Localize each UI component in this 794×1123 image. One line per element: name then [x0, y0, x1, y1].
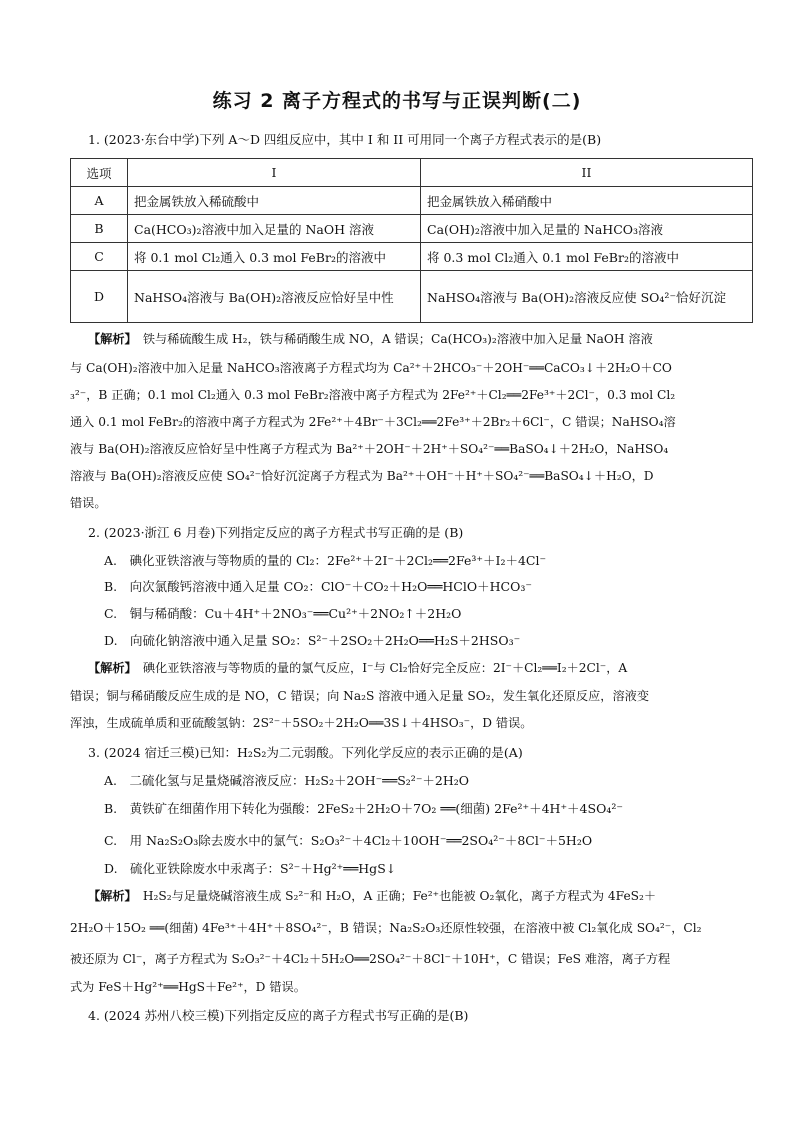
question-3-option-d: D. 硫化亚铁除废水中汞离子：S²⁻＋Hg²⁺══HgS↓	[104, 861, 397, 876]
table-row	[71, 215, 753, 243]
question-3-option-b: B. 黄铁矿在细菌作用下转化为强酸：2FeS₂＋2H₂O＋7O₂ ══(细菌) 2Fe²⁺＋4H⁺＋4SO₄²⁻	[104, 801, 623, 816]
question-1-table	[70, 158, 753, 323]
header-i: I	[128, 159, 421, 187]
question-3-option-a: A. 二硫化氢与足量烧碱溶液反应：H₂S₂＋2OH⁻══S₂²⁻＋2H₂O	[104, 773, 470, 788]
question-2-option-b: B. 向次氯酸钙溶液中通入足量 CO₂：ClO⁻＋CO₂＋H₂O══HClO＋HCO₃⁻	[104, 579, 532, 594]
analysis-line: 液与 Ba(OH)₂溶液反应恰好呈中性离子方程式为 Ba²⁺＋2OH⁻＋2H⁺＋SO₄²⁻══BaSO₄↓＋2H₂O，NaHSO₄	[70, 442, 669, 456]
table-header-row	[71, 159, 753, 187]
analysis-label: 【解析】	[88, 332, 131, 346]
question-3-stem: 3. (2024 宿迁三模)已知：H₂S₂为二元弱酸。下列化学反应的表示正确的是(A)	[88, 745, 523, 760]
question-2-option-d: D. 向硫化钠溶液中通入足量 SO₂：S²⁻＋2SO₂＋2H₂O══H₂S＋2HSO₃⁻	[104, 633, 521, 648]
analysis-label: 【解析】	[88, 661, 131, 675]
row-cell-i: NaHSO₄溶液与 Ba(OH)₂溶液反应恰好呈中性	[128, 271, 421, 323]
header-ii: II	[421, 159, 753, 187]
table-row	[71, 271, 753, 323]
analysis-line: 【解析】 碘化亚铁溶液与等物质的量的氯气反应，I⁻与 Cl₂恰好完全反应：2I⁻＋Cl₂══I₂＋2Cl⁻，A	[88, 661, 628, 675]
row-cell-ii: 把金属铁放入稀硝酸中	[421, 187, 753, 215]
row-cell-i: 把金属铁放入稀硫酸中	[128, 187, 421, 215]
question-2-option-c: C. 铜与稀硝酸：Cu＋4H⁺＋2NO₃⁻══Cu²⁺＋2NO₂↑＋2H₂O	[104, 606, 462, 621]
table-row	[71, 187, 753, 215]
analysis-line: 被还原为 Cl⁻，离子方程式为 S₂O₃²⁻＋4Cl₂＋5H₂O══2SO₄²⁻＋8Cl⁻＋10H⁺，C 错误；FeS 难溶，离子方程	[70, 952, 671, 966]
question-2-stem: 2. (2023·浙江 6 月卷)下列指定反应的离子方程式书写正确的是 (B)	[88, 525, 464, 540]
row-option: D	[71, 271, 128, 323]
row-option: A	[71, 187, 128, 215]
question-1-stem: 1. (2023·东台中学)下列 A～D 四组反应中，其中 I 和 II 可用同一个离子方程式表示的是(B)	[88, 132, 602, 147]
row-option: B	[71, 215, 128, 243]
analysis-line: 错误。	[70, 496, 107, 510]
analysis-line: 2H₂O＋15O₂ ══(细菌) 4Fe³⁺＋4H⁺＋8SO₄²⁻，B 错误；Na₂S₂O₃还原性较强，在溶液中被 Cl₂氧化成 SO₄²⁻，Cl₂	[70, 921, 702, 935]
table-row	[71, 243, 753, 271]
analysis-line: 通入 0.1 mol FeBr₂的溶液中离子方程式为 2Fe²⁺＋4Br⁻＋3Cl₂══2Fe³⁺＋2Br₂＋6Cl⁻，C 错误；NaHSO₄溶	[70, 415, 676, 429]
row-option: C	[71, 243, 128, 271]
analysis-line: 【解析】 H₂S₂与足量烧碱溶液生成 S₂²⁻和 H₂O，A 正确；Fe²⁺也能被 O₂氧化，离子方程式为 4FeS₂＋	[88, 889, 657, 903]
analysis-label: 【解析】	[88, 889, 131, 903]
header-option: 选项	[71, 159, 128, 187]
analysis-line: 浑浊，生成硫单质和亚硫酸氢钠：2S²⁻＋5SO₂＋2H₂O══3S↓＋4HSO₃⁻，D 错误。	[70, 716, 533, 730]
question-4-stem: 4. (2024 苏州八校三模)下列指定反应的离子方程式书写正确的是(B)	[88, 1008, 469, 1023]
question-2-option-a: A. 碘化亚铁溶液与等物质的量的 Cl₂：2Fe²⁺＋2I⁻＋2Cl₂══2Fe³⁺＋I₂＋4Cl⁻	[104, 553, 547, 568]
page-title: 练习 2 离子方程式的书写与正误判断(二)	[212, 90, 582, 112]
analysis-line: 式为 FeS＋Hg²⁺══HgS＋Fe²⁺，D 错误。	[70, 980, 306, 994]
analysis-line: ₃²⁻，B 正确；0.1 mol Cl₂通入 0.3 mol FeBr₂溶液中离子方程式为 2Fe²⁺＋Cl₂══2Fe³⁺＋2Cl⁻，0.3 mol Cl₂	[70, 388, 676, 402]
analysis-line: 错误；铜与稀硝酸反应生成的是 NO，C 错误；向 Na₂S 溶液中通入足量 SO₂，发生氧化还原反应，溶液变	[70, 689, 650, 703]
analysis-line: 【解析】 铁与稀硫酸生成 H₂，铁与稀硝酸生成 NO，A 错误；Ca(HCO₃)₂溶液中加入足量 NaOH 溶液	[88, 332, 653, 346]
row-cell-ii: Ca(OH)₂溶液中加入足量的 NaHCO₃溶液	[421, 215, 753, 243]
row-cell-ii: NaHSO₄溶液与 Ba(OH)₂溶液反应使 SO₄²⁻恰好沉淀	[421, 271, 753, 323]
analysis-line: 与 Ca(OH)₂溶液中加入足量 NaHCO₃溶液离子方程式均为 Ca²⁺＋2HCO₃⁻＋2OH⁻══CaCO₃↓＋2H₂O＋CO	[70, 361, 672, 375]
row-cell-ii: 将 0.3 mol Cl₂通入 0.1 mol FeBr₂的溶液中	[421, 243, 753, 271]
question-3-option-c: C. 用 Na₂S₂O₃除去废水中的氯气：S₂O₃²⁻＋4Cl₂＋10OH⁻══2SO₄²⁻＋8Cl⁻＋5H₂O	[104, 833, 593, 848]
analysis-line: 溶液与 Ba(OH)₂溶液反应使 SO₄²⁻恰好沉淀离子方程式为 Ba²⁺＋OH⁻＋H⁺＋SO₄²⁻══BaSO₄↓＋H₂O，D	[70, 469, 654, 483]
row-cell-i: 将 0.1 mol Cl₂通入 0.3 mol FeBr₂的溶液中	[128, 243, 421, 271]
row-cell-i: Ca(HCO₃)₂溶液中加入足量的 NaOH 溶液	[128, 215, 421, 243]
